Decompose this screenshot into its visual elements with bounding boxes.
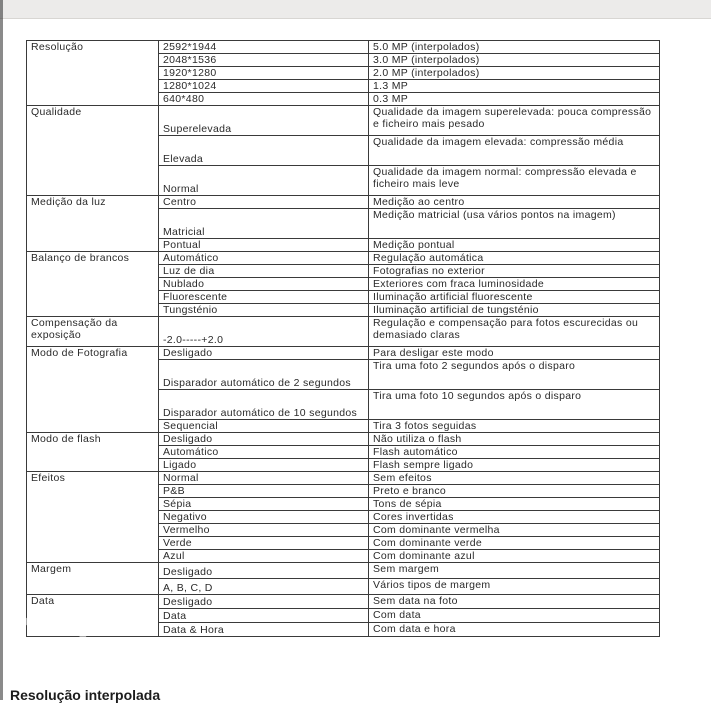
description-cell: 2.0 MP (interpolados)	[369, 67, 660, 80]
description-cell: Tira 3 fotos seguidas	[369, 420, 660, 433]
option-cell: Data	[159, 609, 369, 623]
option-cell: Tungsténio	[159, 304, 369, 317]
description-cell: Flash sempre ligado	[369, 459, 660, 472]
description-cell: Fotografias no exterior	[369, 265, 660, 278]
option-cell: Elevada	[159, 136, 369, 166]
option-cell: Sequencial	[159, 420, 369, 433]
option-cell: Normal	[159, 472, 369, 485]
option-cell: Desligado	[159, 563, 369, 579]
description-cell: Qualidade da imagem elevada: compressão média	[369, 136, 660, 166]
option-cell: Disparador automático de 2 segundos	[159, 360, 369, 390]
description-cell: Preto e branco	[369, 485, 660, 498]
option-cell: Sépia	[159, 498, 369, 511]
olx-watermark	[6, 612, 90, 696]
setting-name-cell: Medição da luz	[27, 196, 159, 252]
option-cell: 2048*1536	[159, 54, 369, 67]
description-cell: Qualidade da imagem normal: compressão elevada e ficheiro mais leve	[369, 166, 660, 196]
table-row	[27, 106, 660, 136]
description-cell: Exteriores com fraca luminosidade	[369, 278, 660, 291]
option-cell: A, B, C, D	[159, 579, 369, 595]
option-cell: Azul	[159, 550, 369, 563]
option-cell: Luz de dia	[159, 265, 369, 278]
description-cell: Com data	[369, 609, 660, 623]
option-cell: Ligado	[159, 459, 369, 472]
table-row	[27, 196, 660, 209]
description-cell: Medição matricial (usa vários pontos na imagem)	[369, 209, 660, 239]
specifications-table	[26, 40, 660, 637]
description-cell: Não utiliza o flash	[369, 433, 660, 446]
description-cell: Flash automático	[369, 446, 660, 459]
option-cell: Matricial	[159, 209, 369, 239]
description-cell: Regulação e compensação para fotos escurecidas ou demasiado claras	[369, 317, 660, 347]
table-row	[27, 41, 660, 54]
option-cell: Verde	[159, 537, 369, 550]
option-cell: Centro	[159, 196, 369, 209]
description-cell: Sem data na foto	[369, 595, 660, 609]
option-cell: Nublado	[159, 278, 369, 291]
setting-name-cell: Balanço de brancos	[27, 252, 159, 317]
table-row	[27, 563, 660, 579]
option-cell: Automático	[159, 446, 369, 459]
table-row	[27, 472, 660, 485]
description-cell: Sem efeitos	[369, 472, 660, 485]
option-cell: Negativo	[159, 511, 369, 524]
option-cell: Fluorescente	[159, 291, 369, 304]
option-cell: Pontual	[159, 239, 369, 252]
option-cell: 1920*1280	[159, 67, 369, 80]
description-cell: Tira uma foto 2 segundos após o disparo	[369, 360, 660, 390]
description-cell: 0.3 MP	[369, 93, 660, 106]
top-divider	[0, 18, 711, 19]
description-cell: 3.0 MP (interpolados)	[369, 54, 660, 67]
option-cell: P&B	[159, 485, 369, 498]
option-cell: Desligado	[159, 595, 369, 609]
option-cell: 640*480	[159, 93, 369, 106]
option-cell: -2.0-----+2.0	[159, 317, 369, 347]
table-row	[27, 347, 660, 360]
description-cell: Iluminação artificial de tungsténio	[369, 304, 660, 317]
description-cell: Cores invertidas	[369, 511, 660, 524]
description-cell: Qualidade da imagem superelevada: pouca compressão e ficheiro mais pesado	[369, 106, 660, 136]
option-cell: Desligado	[159, 347, 369, 360]
table-row	[27, 252, 660, 265]
left-edge-shadow	[0, 0, 3, 700]
option-cell: Automático	[159, 252, 369, 265]
description-cell: Regulação automática	[369, 252, 660, 265]
table-row	[27, 433, 660, 446]
description-cell: Vários tipos de margem	[369, 579, 660, 595]
description-cell: 1.3 MP	[369, 80, 660, 93]
svg-text:olx: olx	[32, 642, 64, 667]
description-cell: Medição pontual	[369, 239, 660, 252]
setting-name-cell: Modo de Fotografia	[27, 347, 159, 433]
setting-name-cell: Compensação da exposição	[27, 317, 159, 347]
olx-logo-icon	[12, 618, 84, 690]
description-cell: Com dominante vermelha	[369, 524, 660, 537]
setting-name-cell: Margem	[27, 563, 159, 595]
table-row	[27, 317, 660, 347]
description-cell: Com dominante azul	[369, 550, 660, 563]
option-cell: Desligado	[159, 433, 369, 446]
setting-name-cell: Qualidade	[27, 106, 159, 196]
description-cell: Iluminação artificial fluorescente	[369, 291, 660, 304]
description-cell: Sem margem	[369, 563, 660, 579]
option-cell: Superelevada	[159, 106, 369, 136]
description-cell: 5.0 MP (interpolados)	[369, 41, 660, 54]
option-cell: Normal	[159, 166, 369, 196]
description-cell: Tons de sépia	[369, 498, 660, 511]
description-cell: Para desligar este modo	[369, 347, 660, 360]
setting-name-cell: Modo de flash	[27, 433, 159, 472]
option-cell: Data & Hora	[159, 623, 369, 637]
option-cell: Vermelho	[159, 524, 369, 537]
option-cell: 2592*1944	[159, 41, 369, 54]
option-cell: 1280*1024	[159, 80, 369, 93]
setting-name-cell: Data	[27, 595, 159, 637]
table-row	[27, 595, 660, 609]
option-cell: Disparador automático de 10 segundos	[159, 390, 369, 420]
section-heading: Resolução interpolada	[10, 687, 161, 703]
setting-name-cell: Efeitos	[27, 472, 159, 563]
description-cell: Tira uma foto 10 segundos após o disparo	[369, 390, 660, 420]
description-cell: Medição ao centro	[369, 196, 660, 209]
description-cell: Com dominante verde	[369, 537, 660, 550]
top-strip	[0, 0, 711, 18]
setting-name-cell: Resolução	[27, 41, 159, 106]
description-cell: Com data e hora	[369, 623, 660, 637]
